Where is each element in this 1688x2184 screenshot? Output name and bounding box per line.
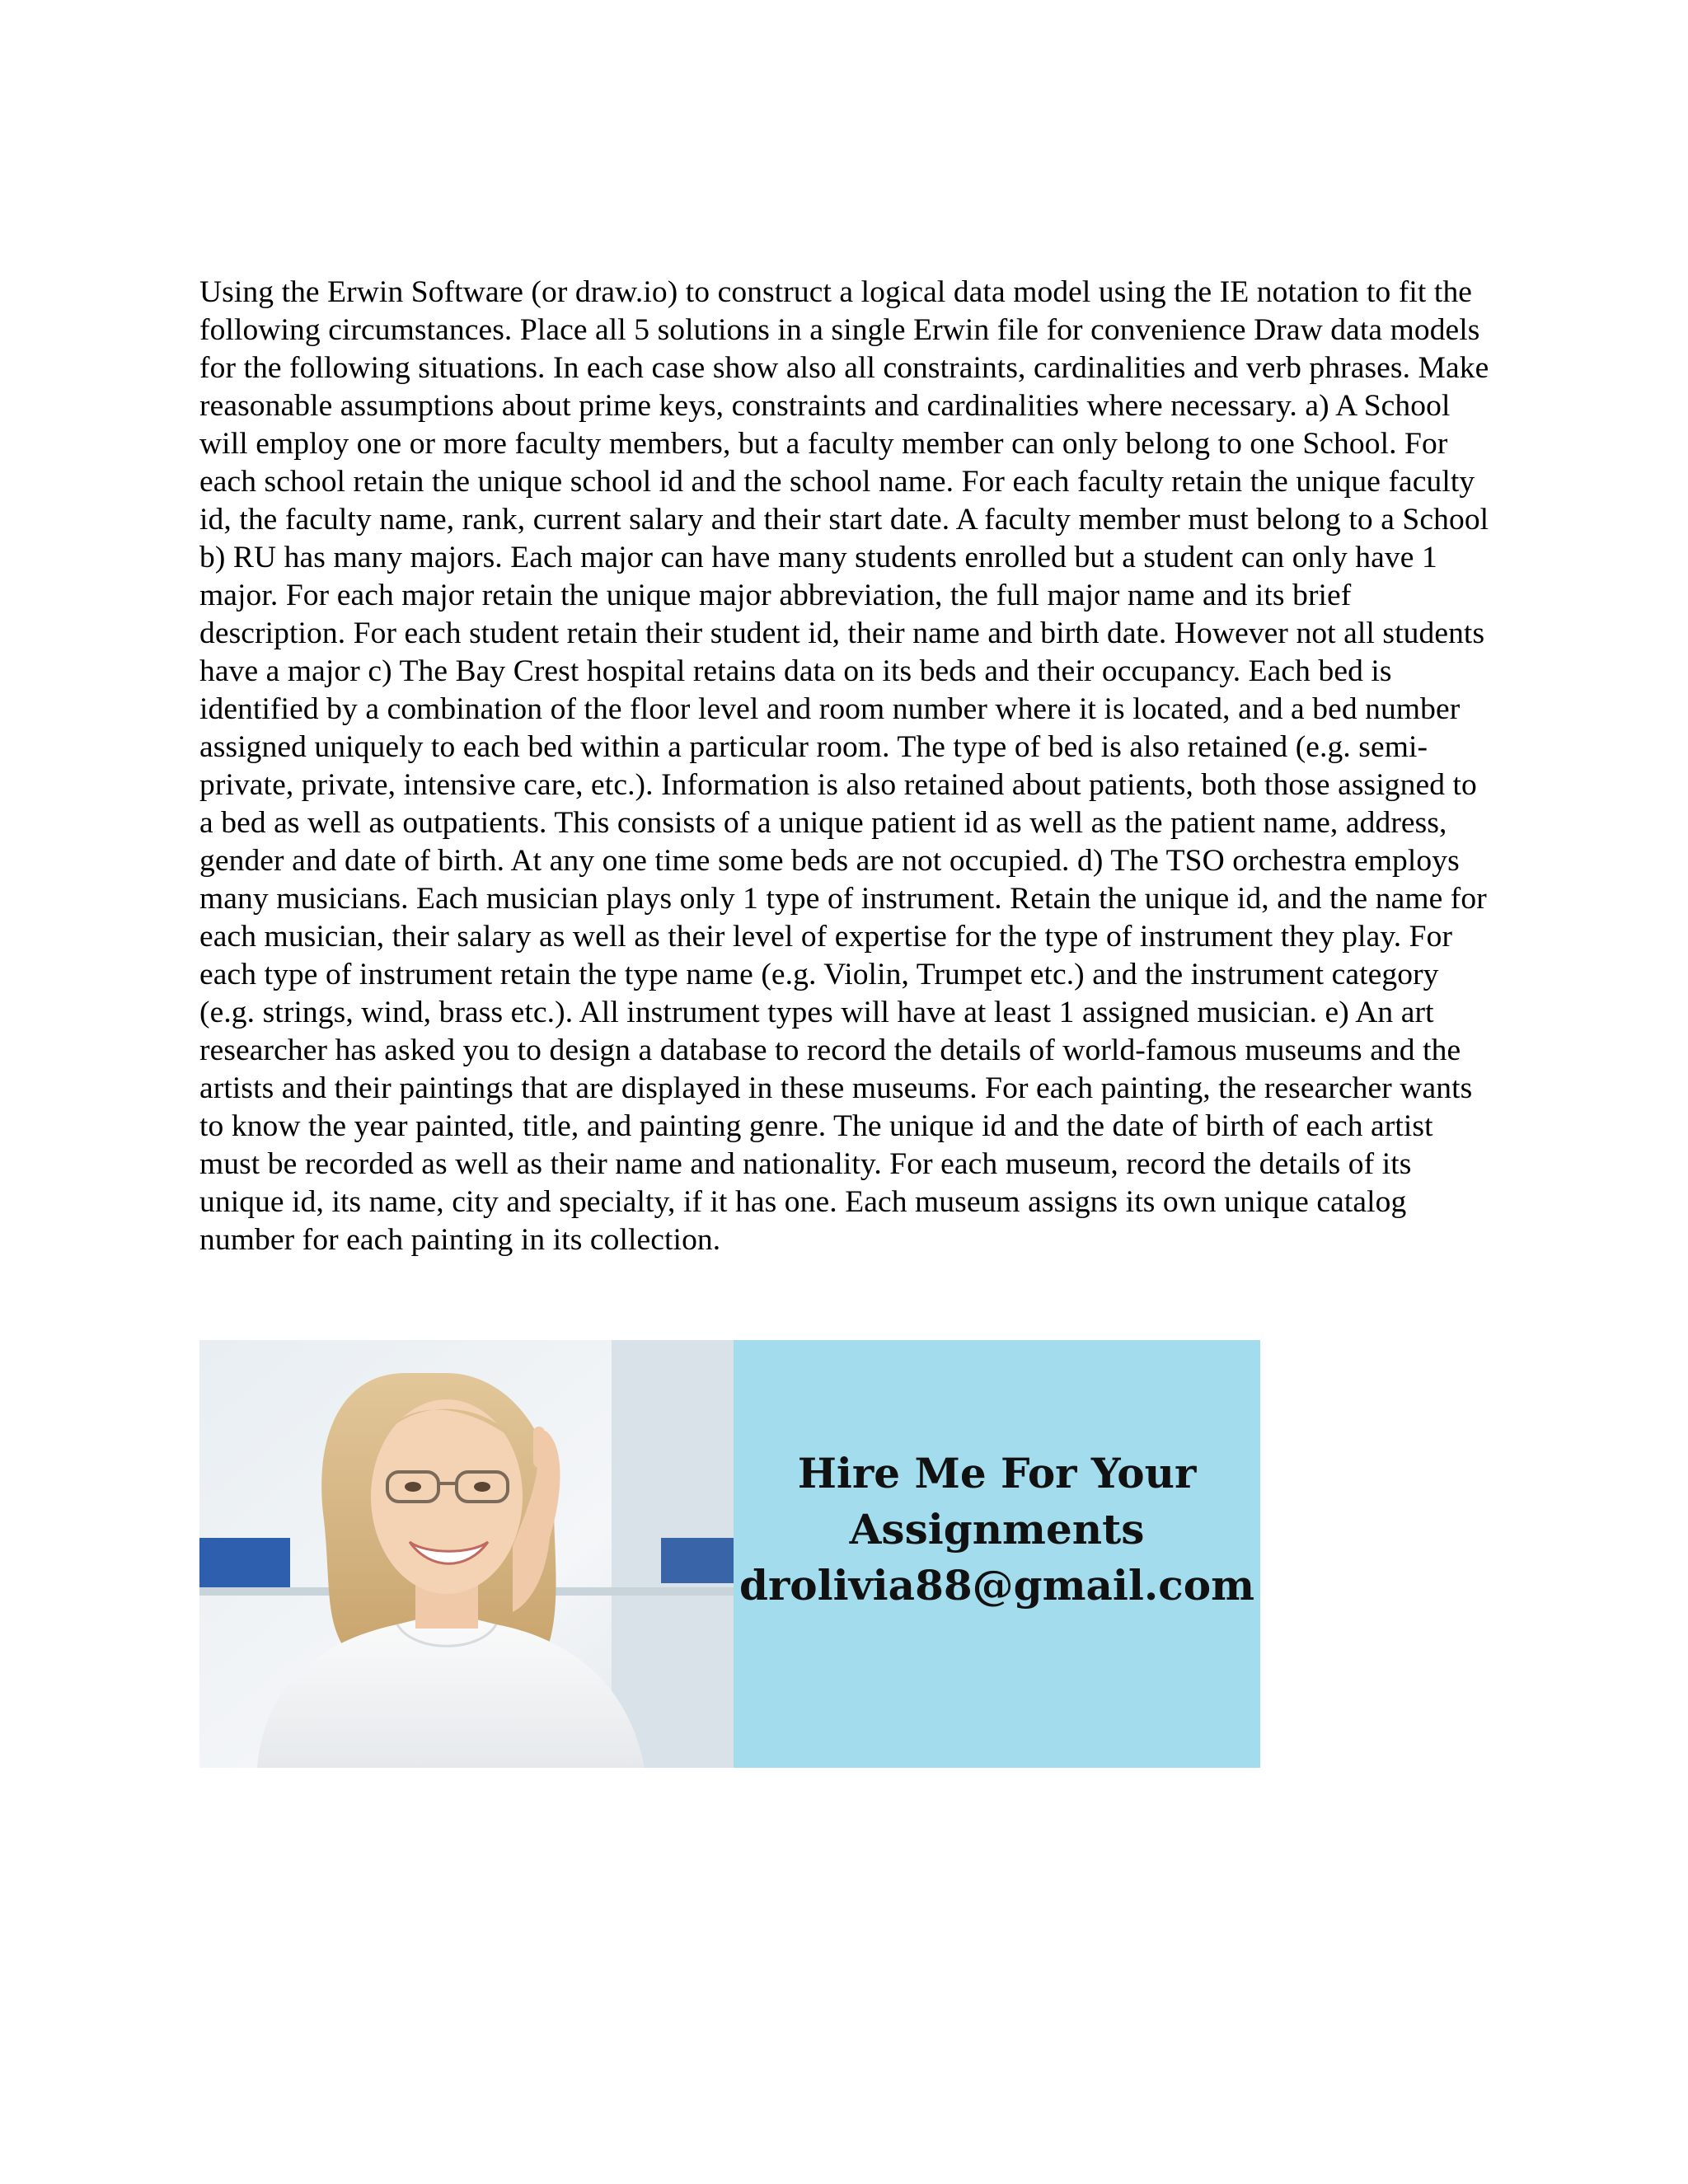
promo-headline-line1: Hire Me For Your	[797, 1449, 1197, 1497]
promo-headline-line2: Assignments	[849, 1505, 1145, 1554]
assignment-text: Using the Erwin Software (or draw.io) to construct a logical data model using the IE notation to fit the following circumstances. Place all 5 solutions in a single Erwin file for convenience Draw data models for the following situations. In each case show also all constraints, cardinalities and verb phrases. Make reasonable assumptions about prime keys, constraints and cardinalities where necessary. a) A School will employ one or more faculty members, but a faculty member can only belong to one School. For each school retain the unique school id and the school name. For each faculty retain the unique faculty id, the faculty name, rank, current salary and their start date. A faculty member must belong to a School b) RU has many majors. Each major can have many students enrolled but a student can only have 1 major. For each major retain the unique major abbreviation, the full major name and its brief description. For each student retain their student id, their name and birth date. However not all students have a major c) The Bay Crest hospital retains data on its beds and their occupancy. Each bed is identified by a combination of the floor level and room number where it is located, and a bed number assigned uniquely to each bed within a particular room. The type of bed is also retained (e.g. semi-private, private, intensive care, etc.). Information is also retained about patients, both those assigned to a bed as well as outpatients. This consists of a unique patient id as well as the patient name, address, gender and date of birth. At any one time some beds are not occupied. d) The TSO orchestra employs many musicians. Each musician plays only 1 type of instrument. Retain the unique id, and the name for each musician, their salary as well as their level of expertise for the type of instrument they play. For each type of instrument retain the type name (e.g. Violin, Trumpet etc.) and the instrument category (e.g. strings, wind, brass etc.). All instrument types will have at least 1 assigned musician. e) An art researcher has asked you to design a database to record the details of world-famous museums and the artists and their paintings that are displayed in these museums. For each painting, the researcher wants to know the year painted, title, and painting genre. The unique id and the date of birth of each artist must be recorded as well as their name and nationality. For each museum, record the details of its unique id, its name, city and specialty, if it has one. Each museum assigns its own unique catalog number for each painting in its collection.	[199, 275, 1489, 1257]
promo-banner	[199, 1340, 1260, 1768]
woman-photo	[199, 1340, 734, 1768]
promo-email: drolivia88@gmail.com	[738, 1561, 1255, 1610]
promo-text	[734, 1446, 1260, 1614]
promo-panel	[734, 1340, 1260, 1768]
